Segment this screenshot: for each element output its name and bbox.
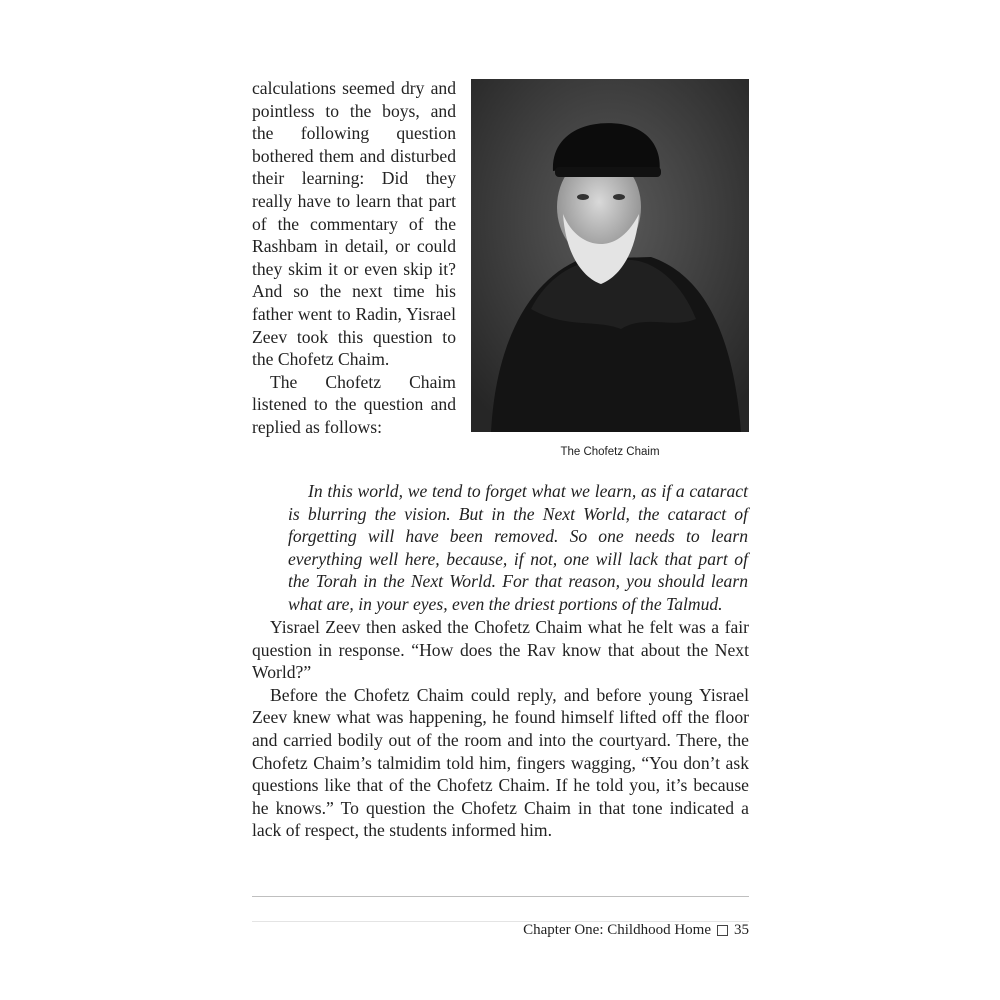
column-text [252,77,456,439]
block-quote [288,480,748,616]
paragraph: calculations seemed dry and pointless to the boys, and the following question bothered them and disturbed their learning: Did they really have to learn that part of the commentary of the Rashbam in detail, or could they skim it or even skip it? And so the next time his father went to Radin, Yisrael Zeev took this question to the Chofetz Chaim. [252,78,456,370]
photo-caption: The Chofetz Chaim [560,446,660,458]
paragraph: Yisrael Zeev then asked the Chofetz Chaim what he felt was a fair question in response. “How does the Rav know that about the Next World?” [252,617,749,683]
quote-text: In this world, we tend to forget what we learn, as if a cataract is blurring the vision. But in the Next World, the cataract of forgetting will have been removed. So one needs to learn everything well here, because, if not, one will lack that part of the Torah in the Next World. For that reason, you should learn what are, in your eyes, even the driest portions of the Talmud. [288,481,748,614]
portrait-image [471,79,749,432]
paragraph: Before the Chofetz Chaim could reply, and before young Yisrael Zeev knew what was happening, he found himself lifted off the floor and carried bodily out of the room and into the courtyard. There, the Chofetz Chaim’s talmidim told him, fingers wagging, “You don’t ask questions like that of the Chofetz Chaim. If he told you, it’s because he knows.” To question the Chofetz Chaim in that tone indicated a lack of respect, the students informed him. [252,684,749,841]
page-number: 35 [734,922,749,938]
body-text [252,616,749,842]
paragraph: The Chofetz Chaim listened to the question and replied as follows: [252,371,456,437]
portrait-photo [471,79,749,432]
running-footer [523,920,749,940]
running-head: Chapter One: Childhood Home [523,922,711,938]
box-icon [717,925,728,936]
footer-rule [252,896,749,897]
